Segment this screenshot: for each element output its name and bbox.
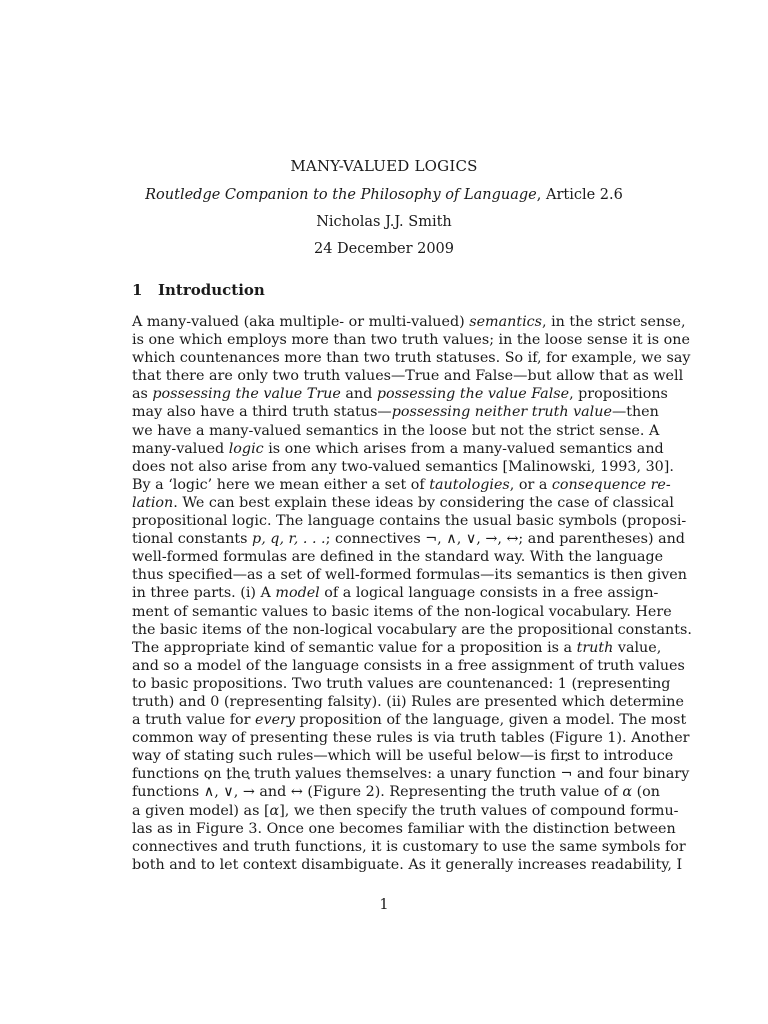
text-line [132,548,664,566]
text-run: propositional logic. The language contains the usual basic symbols (proposi- [132,513,687,530]
text-line [132,566,687,584]
text-run: proposition of the language, given a model. The most [294,712,687,729]
italic-text: α [622,784,633,801]
italic-text: possessing neither truth value [391,404,612,421]
text-line [132,783,660,801]
subtitle-book-title: Routledge Companion to the Philosophy of Language [145,187,537,203]
italic-text: possessing the value True [152,386,341,403]
text-line [132,440,664,458]
paper-title: MANY-VALUED LOGICS [290,157,478,175]
truth-function-symbol: ⋆ ∨ [223,783,233,801]
text-run: functions [132,784,204,801]
text-run: which countenances more than two truth statuses. So if, for example, we say [132,350,691,367]
text-run: , in the strict sense, [542,314,686,330]
text-line [132,494,674,512]
italic-text: consequence re- [551,476,671,493]
italic-text: tautologies [429,476,510,493]
text-run: the basic items of the non-logical vocabulary are the propositional constants. [132,621,692,638]
text-line [132,711,687,729]
text-run: By a ‘logic’ here we mean either a set of [132,476,430,493]
truth-function-symbol: ⋆ ¬ [561,765,573,783]
text-run: many-valued [132,440,229,457]
text-line [132,530,685,548]
text-line [132,729,690,747]
text-line [132,802,679,820]
text-line [132,349,691,367]
text-run: is one which arises from a many-valued semantics and [263,440,664,457]
text-run: way of stating such rules—which will be useful below—is first to introduce [132,748,674,765]
text-line [132,621,692,639]
page-number: 1 [379,897,389,913]
text-run: well-formed formulas are defined in the standard way. With the language [132,549,664,566]
italic-text: model [275,585,320,602]
italic-text: p, q, r, . . . [252,531,326,548]
body-paragraph [132,313,692,874]
text-line [132,657,685,675]
text-run: common way of presenting these rules is via truth tables (Figure 1). Another [132,730,690,747]
text-line [132,367,684,385]
section-title: Introduction [158,281,265,299]
text-run: —then [611,404,659,421]
text-line [132,747,674,765]
text-line [132,820,676,838]
text-run: value, [613,639,662,656]
italic-text: logic [228,440,264,457]
text-run: connectives and truth functions, it is customary to use the same symbols for [132,838,686,855]
text-run: that there are only two truth values—True and False—but allow that as well [132,368,684,385]
text-line [132,856,683,874]
text-line [132,476,671,494]
text-run: A many-valued (aka multiple- or multi-valued) [132,314,470,330]
text-line [132,422,660,440]
truth-function-symbol: ⋆ ↔ [291,783,303,801]
text-line [132,675,671,693]
text-run: we have a many-valued semantics in the loose but not the strict sense. A [132,422,660,439]
text-line [132,512,687,530]
text-run: ; connectives ¬, ∧, ∨, →, ↔; and parentheses) and [325,531,685,548]
text-run: ], we then specify the truth values of compound formu- [279,802,679,819]
text-run: as [132,386,153,403]
text-run: truth) and 0 (representing falsity). (ii) Rules are presented which determine [132,693,684,710]
text-run: and [254,784,291,801]
text-run: does not also arise from any two-valued semantics [Malinowski, 1993, 30]. [132,458,674,475]
text-run: in three parts. (i) A [132,585,276,602]
text-run: The appropriate kind of semantic value for a proposition is a [132,639,577,656]
text-run: , or a [509,476,552,493]
text-run: , [233,784,243,801]
text-run: , [214,784,224,801]
italic-text: possessing the value False [376,386,570,403]
author-name: Nicholas J.J. Smith [316,214,452,230]
text-line [132,639,662,657]
text-run: ment of semantic values to basic items of the non-logical vocabulary. Here [132,603,672,620]
text-run: (Figure 2). Representing the truth value of [302,784,623,801]
truth-function-symbol: ⋆ → [243,783,255,801]
italic-text: α [269,802,280,819]
text-line [132,403,659,421]
text-run: (on [632,784,660,801]
text-run: las as in Figure 3. Once one becomes familiar with the distinction between [132,820,676,837]
text-run: a given model) as [ [132,802,270,819]
text-line [132,458,674,476]
text-run: to basic propositions. Two truth values are countenanced: 1 (representing [132,675,671,692]
text-run: and four binary [572,766,690,783]
section-heading [132,281,265,299]
text-line [132,603,672,621]
text-run: is one which employs more than two truth values; in the loose sense it is one [132,332,690,349]
text-run: of a logical language consists in a free assign- [319,585,659,602]
text-run: , propositions [569,386,668,403]
text-line [132,313,686,331]
text-run: functions on the truth values themselves: a unary function [132,766,561,783]
subtitle-article: , Article 2.6 [536,187,623,203]
text-run: and so a model of the language consists in a free assignment of truth values [132,657,685,674]
text-line [132,584,659,602]
paper-date: 24 December 2009 [313,241,455,257]
text-run: a truth value for [132,712,256,729]
text-run: thus specified—as a set of well-formed formulas—its semantics is then given [132,567,687,584]
text-run: both and to let context disambiguate. As it generally increases readability, I [132,856,683,873]
text-run: and [340,386,377,403]
text-line [132,838,686,856]
paper-subtitle [0,187,768,203]
text-line [132,331,690,349]
italic-text: truth [576,639,614,656]
text-run: tional constants [132,531,253,548]
text-line [132,385,668,403]
text-run: may also have a third truth status— [132,404,392,421]
italic-text: lation [132,494,174,511]
italic-text: every [255,712,295,729]
text-run: . We can best explain these ideas by considering the case of classical [173,494,674,511]
text-line [132,693,684,711]
italic-text: semantics [469,314,542,330]
section-number: 1 [132,281,143,299]
truth-function-symbol: ⋆ ∧ [204,783,214,801]
